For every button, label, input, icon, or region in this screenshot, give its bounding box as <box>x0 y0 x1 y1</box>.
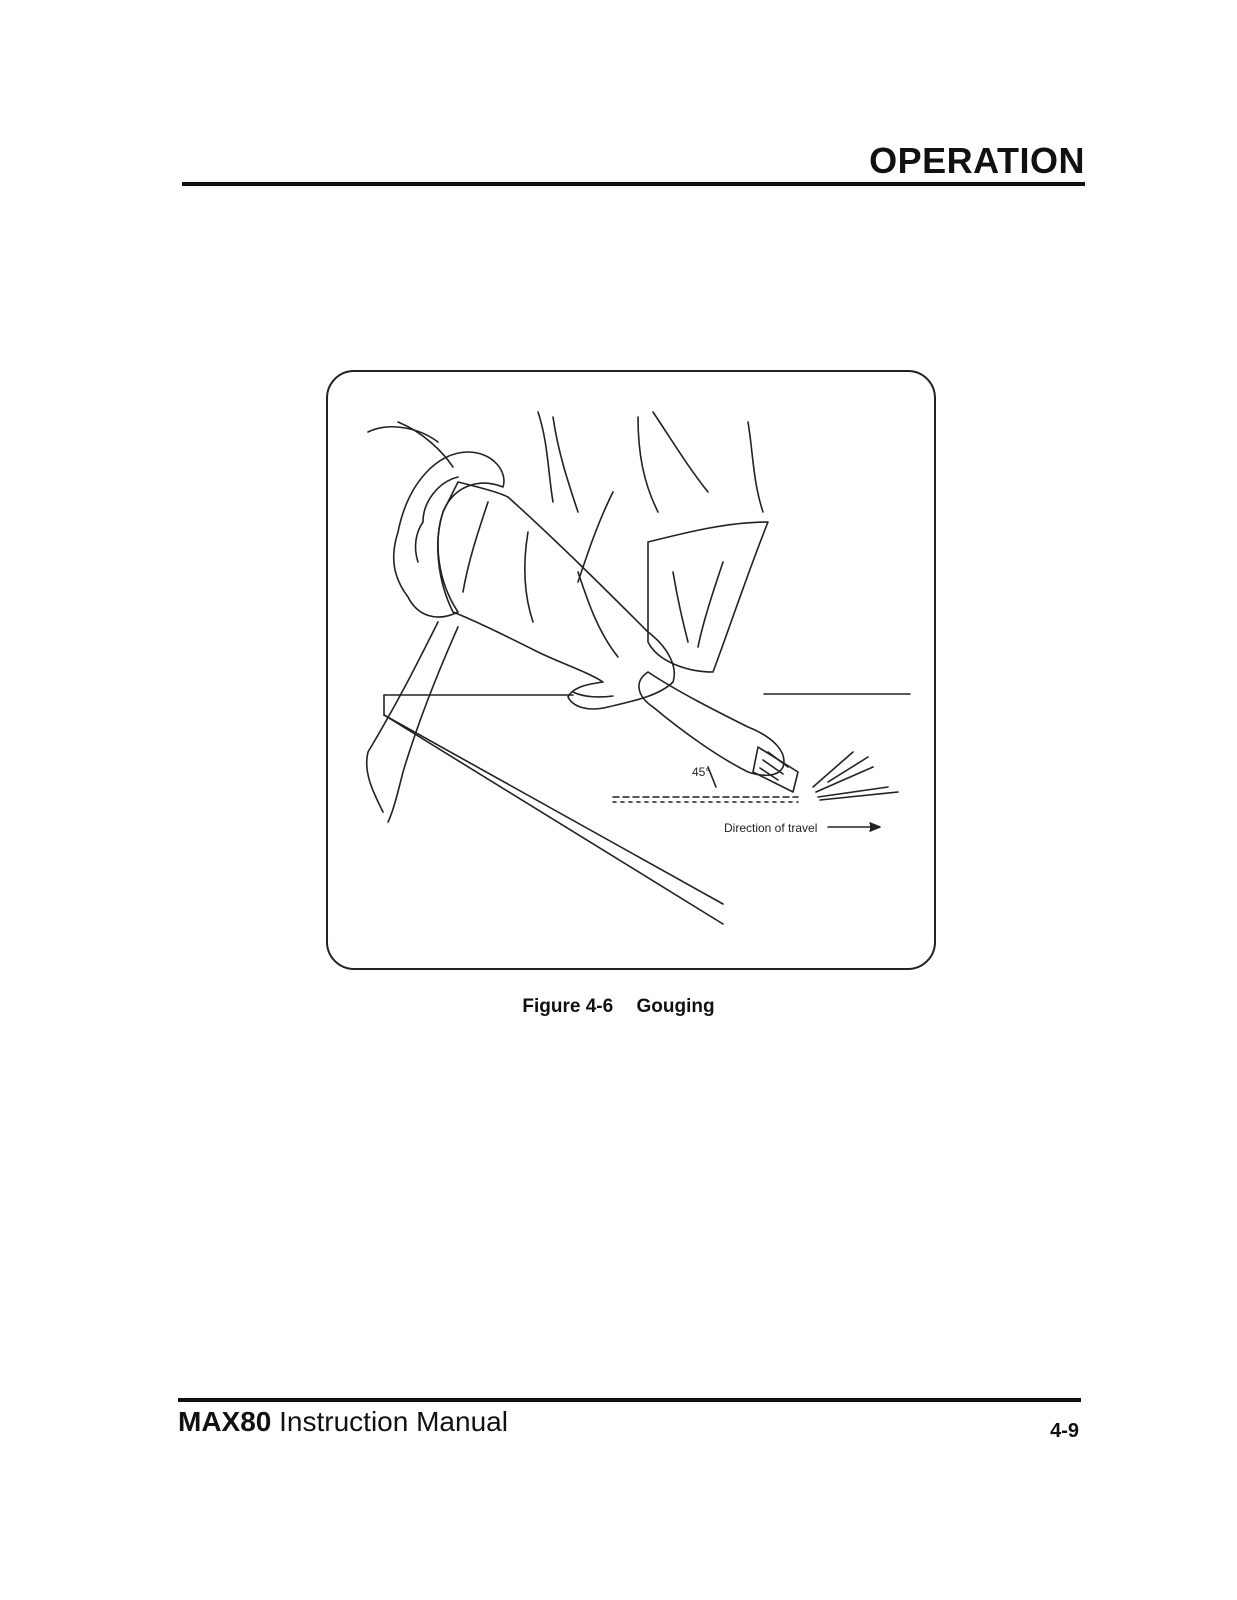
footer-rule <box>178 1398 1081 1402</box>
footer-manual: Instruction Manual <box>279 1406 508 1437</box>
thumb-fold-line <box>573 692 613 697</box>
hose-line <box>367 622 438 812</box>
coat-fold-line <box>638 417 658 512</box>
holding-glove-outline <box>438 482 674 709</box>
glove-fold-line <box>525 532 533 622</box>
coat-fold-line <box>653 412 708 492</box>
glove-fold-line <box>463 502 488 592</box>
glove-fold-line <box>673 572 688 642</box>
header-rule <box>182 182 1085 186</box>
figure-caption <box>0 996 1237 1018</box>
caption-title: Gouging <box>636 996 715 1017</box>
plate-lower-edge <box>384 715 723 904</box>
figure-frame <box>326 370 936 970</box>
direction-label: Direction of travel <box>724 821 818 835</box>
sleeve-cuff <box>394 452 504 617</box>
page-number: 4-9 <box>1050 1420 1079 1442</box>
glove-fold-line <box>578 572 618 657</box>
cuff-fold-line <box>423 477 458 522</box>
gouging-illustration <box>328 372 936 970</box>
footer-product: MAX80 <box>178 1406 272 1437</box>
caption-number: Figure 4-6 <box>522 996 614 1017</box>
cuff-fold-line <box>416 522 423 562</box>
glove-fold-line <box>698 562 723 647</box>
torch-body <box>639 672 784 775</box>
coat-fold-line <box>538 412 553 502</box>
coat-fold-line <box>553 417 578 512</box>
spark-lines <box>813 752 898 800</box>
section-title: OPERATION <box>869 140 1085 181</box>
coat-fold-line <box>748 422 763 512</box>
angle-label: 45° <box>692 765 711 779</box>
direction-arrow-head <box>870 823 880 831</box>
footer-manual-title <box>178 1406 508 1438</box>
